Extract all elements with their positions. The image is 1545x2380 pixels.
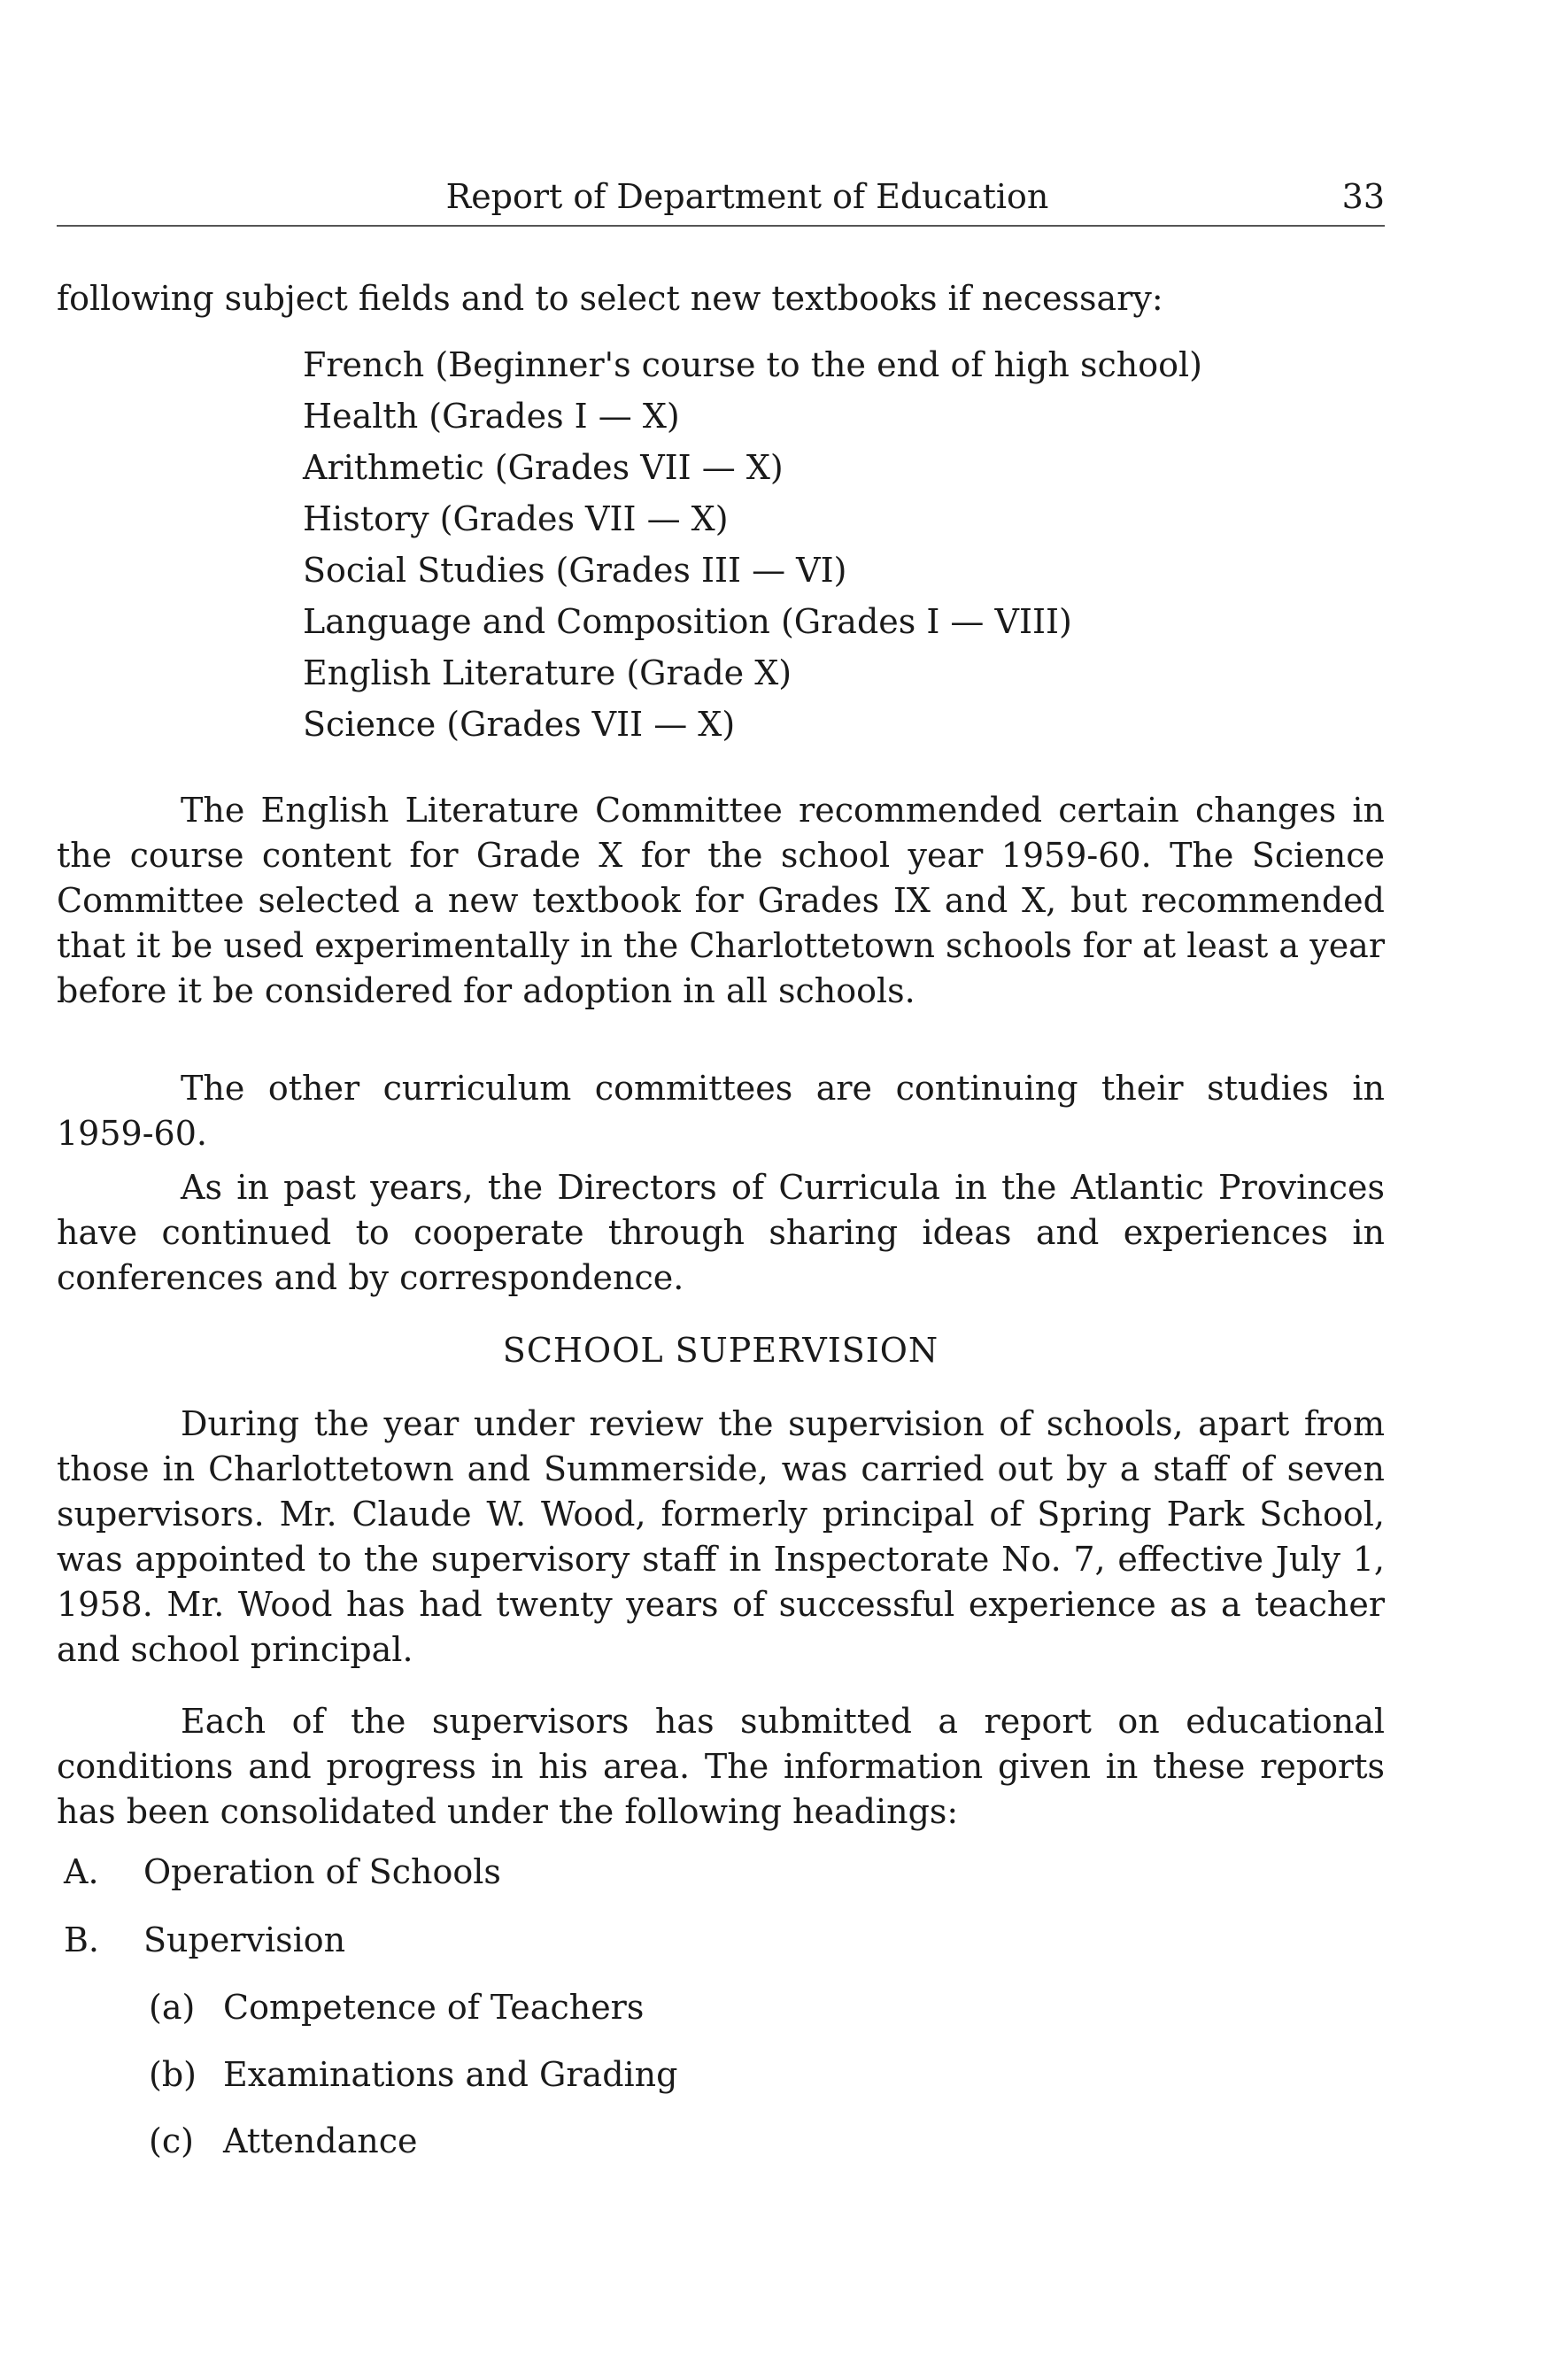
subheading-marker: (c) [149, 2121, 194, 2160]
intro-text: following subject fields and to select new textbooks if necessary: [57, 279, 1163, 318]
heading-marker: A. [64, 1852, 99, 1891]
page-number: 33 [1341, 177, 1385, 216]
subheading-marker: (a) [149, 1988, 196, 2027]
paragraph-other-committees: The other curriculum committees are continuing their studies in 1959-60. [57, 1069, 1385, 1153]
subject-item: Health (Grades I — X) [303, 397, 680, 436]
paragraph-atlantic: As in past years, the Directors of Curricula in the Atlantic Provinces have continued to cooperate through sharing ideas and experiences in conferences and by correspondence. [57, 1168, 1385, 1297]
subheading-label: Competence of Teachers [223, 1988, 645, 2027]
subheading-label: Examinations and Grading [223, 2055, 678, 2094]
subheading-label: Attendance [223, 2121, 418, 2160]
subject-item: Arithmetic (Grades VII — X) [303, 448, 784, 487]
subheading-item [149, 2119, 418, 2163]
subject-item: History (Grades VII — X) [303, 499, 729, 538]
paragraph-english-literature: The English Literature Committee recommended certain changes in the course content for Grade X for the school year 1959-60. The Science Committee selected a new textbook for Grades IX and X, but recommended that it be used experimentally in the Charlottetown schools for at least a year before it be considered for adoption in all schools. [57, 791, 1385, 1010]
heading-item [64, 1918, 345, 1962]
subject-list [303, 339, 1383, 750]
subject-item: Science (Grades VII — X) [303, 705, 736, 744]
subheading-item [149, 1985, 644, 2029]
heading-label: Supervision [143, 1920, 346, 1959]
page-header [57, 177, 1385, 227]
section-title: SCHOOL SUPERVISION [502, 1331, 939, 1370]
subheading-item [149, 2052, 677, 2097]
subject-item: English Literature (Grade X) [303, 653, 792, 692]
subject-item: Social Studies (Grades III — VI) [303, 551, 847, 590]
paragraph-reports: Each of the supervisors has submitted a report on educational conditions and progress in his area. The information given in these reports has been consolidated under the following headings: [57, 1702, 1385, 1831]
running-title: Report of Department of Education [445, 177, 1049, 216]
subheading-marker: (b) [149, 2055, 197, 2094]
paragraph-supervision: During the year under review the supervision of schools, apart from those in Charlottetown and Summerside, was carried out by a staff of seven supervisors. Mr. Claude W. Wood, formerly principal of Spring Park School, was appointed to the supervisory staff in Inspectorate No. 7, effective July 1, 1958. Mr. Wood has had twenty years of successful experience as a teacher and school principal. [57, 1404, 1385, 1669]
subject-item: Language and Composition (Grades I — VIII) [303, 602, 1072, 641]
heading-item [64, 1850, 501, 1894]
heading-label: Operation of Schools [143, 1852, 501, 1891]
heading-marker: B. [64, 1920, 100, 1959]
subject-item: French (Beginner's course to the end of high school) [303, 345, 1202, 384]
